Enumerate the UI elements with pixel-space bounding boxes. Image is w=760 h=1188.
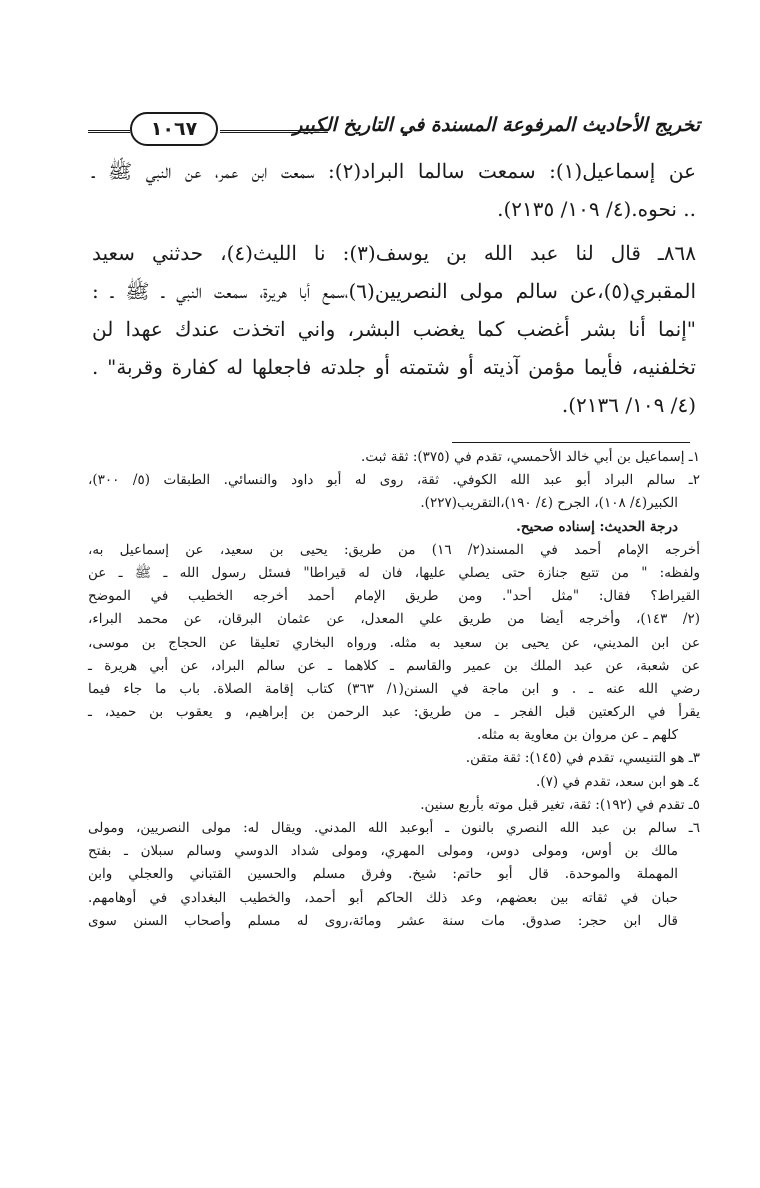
footnote-line: القيراط؟ فقال: "مثل أحد". ومن طريق الإمام أحمد أخرجه الخطيب في الموضح [88,588,700,605]
header-rule-middle [220,130,328,133]
footnote-line: ٣ـ هو التنيسي، تقدم في (١٤٥): ثقة متقن. [465,750,700,767]
page-number: ١٠٦٧ [130,112,218,146]
footnote-line: قال ابن حجر: صدوق. مات سنة عشر ومائة،روى له مسلم وأصحاب السنن سوى [88,912,678,929]
header-rule-left [88,130,130,133]
page-header [88,108,700,148]
main-line: (٤/ ١٠٩/ ٢١٣٦). [561,393,696,417]
footnote-line: عن شعبة، عن عبد الملك بن عمير والقاسم ـ كلاهما ـ عن سالم البراد، عن أبي هريرة ـ [88,657,700,674]
footnote-line: الكبير(٤/ ١٠٨)، الجرح (٤/ ١٩٠)،التقريب(٢٢٧). [420,495,678,512]
footnote-line: رضي الله عنه ـ . و ابن ماجة في السنن(١/ ٣٦٣) كتاب إقامة الصلاة. باب ما جاء فيما [88,680,700,697]
footnote-line: ٦ـ سالم بن عبد الله النصري بالنون ـ أبوعبد الله المدني. ويقال له: مولى النصريين، ومولى [88,820,700,836]
footnote-line: ٤ـ هو ابن سعد، تقدم في (٧). [536,773,700,790]
footnote-line: المهملة والموحدة. قال أبو حاتم: شيخ. وفرق مسلم والحسين القتباني والعجلي وابن [88,866,678,883]
main-line: المقبري(٥)،عن سالم مولى النصريين(٦)،سمع أبا هريرة، سمعت النبي ـ ﷺ ـ : [92,279,696,303]
footnotes [88,446,700,933]
main-text [92,152,696,424]
footnote-line: أخرجه الإمام أحمد في المسند(٢/ ١٦) من طريق: يحيى بن سعيد، عن إسماعيل به، [88,541,700,558]
footnote-line: ١ـ إسماعيل بن أبي خالد الأحمسي، تقدم في (٣٧٥): ثقة ثبت. [361,449,700,465]
running-title: تخريج الأحاديث المرفوعة المسندة في التاريخ الكبير [293,114,700,136]
footnote-separator [452,442,690,443]
footnote-line: (٢/ ١٤٣)، وأخرجه أيضا من طريق علي المعدل، عن عثمان البرقان، عن محمد البراء، [88,611,700,628]
main-line: عن إسماعيل(١): سمعت سالما البراد(٢): سمعت ابن عمر، عن النبي ﷺ ـ [92,159,696,183]
footnote-line: حبان في ثقاته بين بعضهم، وعد ذلك الحاكم أبو أحمد، والخطيب البغدادي في أوهامهم. [88,889,678,906]
footnote-line: كلهم ـ عن مروان بن معاوية به مثله. [477,727,678,744]
main-line: ٨٦٨ـ قال لنا عبد الله بن يوسف(٣): نا الليث(٤)، حدثني سعيد [92,241,696,265]
footnote-line: يقرأ في الركعتين قبل الفجر ـ من طريق: عبد الرحمن بن إبراهيم، و يعقوب بن حميد، ـ [88,704,700,721]
footnote-line: مالك بن أوس، ومولى دوس، ومولى المهري، ومولى شداد الدوسي وسالم سبلان ـ بفتح [88,843,678,860]
main-line: .. نحوه.(٤/ ١٠٩/ ٢١٣٥). [497,197,696,221]
main-line: تخلفنيه، فأيما مؤمن آذيته أو شتمته أو جلدته فاجعلها له كفارة وقربة" . [92,355,696,379]
footnote-line: ٥ـ تقدم في (١٩٢): ثقة، تغير قبل موته بأربع سنين. [420,796,700,813]
main-line: "إنما أنا بشر أغضب كما يغضب البشر، واني اتخذت عندك عهدا لن [92,317,696,341]
footnote-line: عن ابن المديني، عن يحيى بن سعيد به مثله. ورواه البخاري تعليقا عن الحجاج بن موسى، [88,634,700,651]
footnote-line: درجة الحديث: إسناده صحيح. [516,518,678,535]
footnote-line: ولفظه: " من تتبع جنازة حتى يصلي عليها، فان له قيراطا" فسئل رسول الله ـ ﷺ ـ عن [88,564,700,581]
footnote-line: ٢ـ سالم البراد أبو عبد الله الكوفي. ثقة، روى له أبو داود والنسائي. الطبقات (٥/ ٣٠٠)، [88,472,700,489]
